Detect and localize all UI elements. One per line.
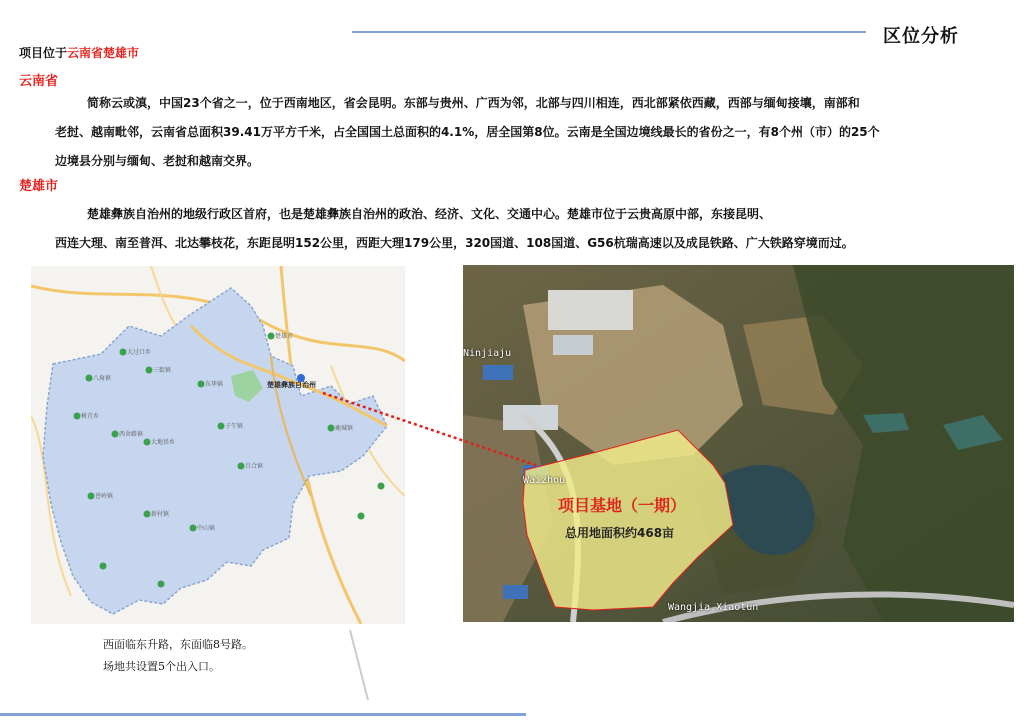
chuxiong-line: 楚雄彝族自治州的地级行政区首府，也是楚雄彝族自治州的政治、经济、文化、交通中心。楚雄市位于云贵高原中部，东接昆明、 <box>87 207 772 221</box>
footer-rule <box>0 713 526 716</box>
sat-label: Wangjia Xiaotun <box>668 602 759 613</box>
caption-line: 西面临东升路，东面临8号路。 <box>103 638 253 651</box>
chuxiong-line: 西连大理、南至普洱、北达攀枝花，东距昆明152公里，西距大理179公里，320国道、108国道、G56杭瑞高速以及成昆铁路、广大铁路穿境而过。 <box>55 236 854 250</box>
sat-label: Waizhou <box>523 475 566 486</box>
svg-text:子午镇: 子午镇 <box>225 423 244 430</box>
yunnan-line: 边境县分别与缅甸、老挝和越南交界。 <box>55 154 260 168</box>
yunnan-line: 老挝、越南毗邻，云南省总面积39.41万平方千米，占全国国土总面积的4.1%，居全国第8位。云南是全国边境线最长的省份之一，有8个州（市）的25个 <box>55 125 880 139</box>
svg-text:吕合镇: 吕合镇 <box>245 463 264 470</box>
svg-text:中山镇: 中山镇 <box>197 525 216 532</box>
city-label: 楚雄彝族自治州 <box>267 381 316 389</box>
svg-text:东华镇: 东华镇 <box>205 381 224 388</box>
connector-line <box>323 393 538 466</box>
svg-text:大地基乡: 大地基乡 <box>151 439 176 446</box>
intro-prefix: 项目位于 <box>19 46 68 60</box>
svg-text:新村镇: 新村镇 <box>151 511 170 518</box>
chuxiong-heading: 楚雄市 <box>19 179 59 194</box>
yunnan-line: 简称云或滇，中国23个省之一，位于西南地区，省会昆明。东部与贵州、广西为邻，北部与四川相连，西北部紧依西藏，西部与缅甸接壤，南部和 <box>87 96 860 110</box>
svg-text:大过口乡: 大过口乡 <box>127 349 152 356</box>
yunnan-heading: 云南省 <box>19 74 59 89</box>
intro-location: 云南省楚雄市 <box>67 46 140 60</box>
sat-label: Ninjiaju <box>463 348 512 359</box>
svg-text:三街镇: 三街镇 <box>153 367 172 374</box>
svg-text:西舍路镇: 西舍路镇 <box>119 431 144 438</box>
section-title: 区位分析 <box>883 26 959 47</box>
svg-text:楚雄市: 楚雄市 <box>275 333 294 340</box>
caption-pointer <box>350 630 368 700</box>
svg-text:树苴乡: 树苴乡 <box>81 413 100 420</box>
project-site-area-text: 总用地面积约468亩 <box>565 526 675 540</box>
svg-text:鹿城镇: 鹿城镇 <box>335 425 354 432</box>
project-site-title: 项目基地（一期） <box>558 496 687 515</box>
svg-text:苍岭镇: 苍岭镇 <box>95 493 114 500</box>
svg-text:八角镇: 八角镇 <box>93 375 112 382</box>
caption-line: 场地共设置5个出入口。 <box>103 660 220 673</box>
